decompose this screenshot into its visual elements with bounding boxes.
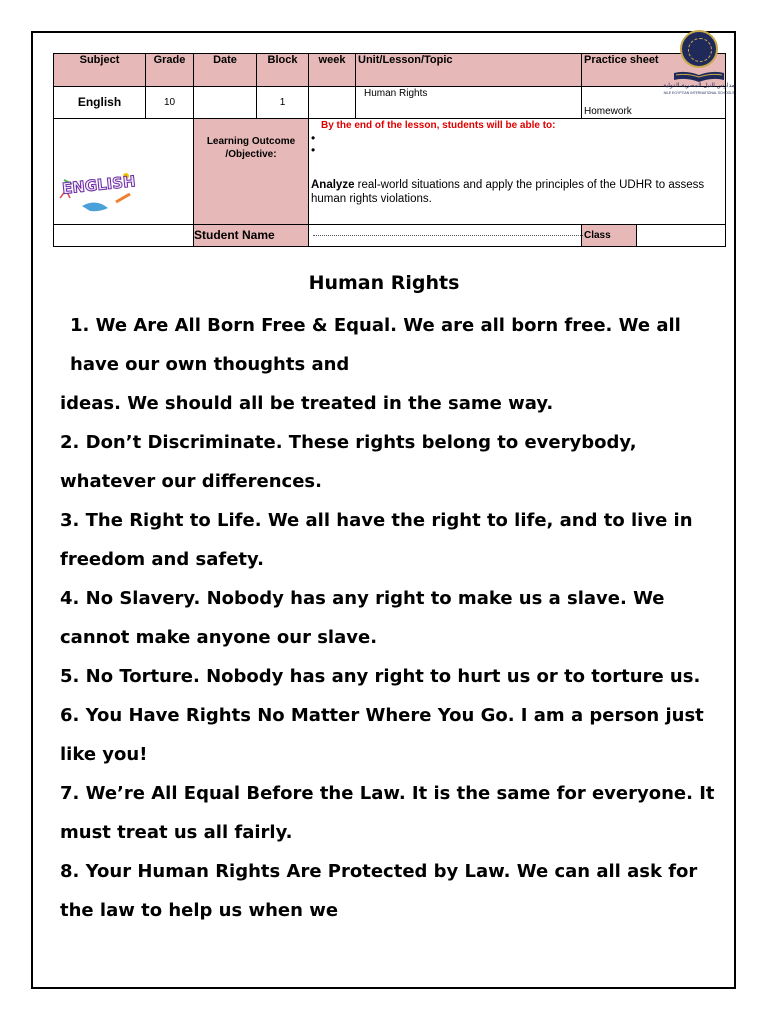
learning-outcome-label: Learning Outcome /Objective:: [194, 119, 309, 225]
objective-bullet-1: •: [311, 131, 316, 145]
school-name: مدارس النيل المصرية الدولية NILE EGYPTIAN INTERNATIONAL SCHOOLS: [663, 83, 735, 95]
subject-header: Subject: [54, 54, 146, 87]
grade-header: Grade: [146, 54, 194, 87]
english-word-art: ENGLISH: [61, 172, 137, 198]
lesson-header-table: [53, 53, 726, 247]
subject-value: English: [54, 87, 146, 119]
student-name-label: Student Name: [194, 225, 309, 247]
paragraph-8: 8. Your Human Rights Are Protected by Law. We can all ask for the law to help us when we: [60, 861, 698, 921]
student-name-field[interactable]: [309, 225, 582, 247]
school-logo: [660, 30, 738, 96]
paragraph-5: 5. No Torture. Nobody has any right to hurt us or to torture us.: [60, 666, 701, 687]
page-title: Human Rights: [308, 272, 460, 294]
paragraph-4: 4. No Slavery. Nobody has any right to make us a slave. We cannot make anyone our slave.: [60, 588, 665, 648]
paragraph-1-cont: ideas. We should all be treated in the same way.: [60, 393, 554, 414]
paragraph-3: 3. The Right to Life. We all have the right to life, and to live in freedom and safety.: [60, 510, 693, 570]
open-book-icon: [672, 70, 726, 82]
grade-value: 10: [146, 87, 194, 119]
practice-value: Homework: [582, 87, 726, 119]
objective-verb: Analyze: [311, 179, 355, 191]
article-body: [60, 306, 730, 930]
school-seal-icon: [680, 30, 718, 68]
date-header: Date: [194, 54, 257, 87]
unit-value: Human Rights: [356, 87, 582, 119]
class-label: Class: [582, 225, 637, 247]
block-value: 1: [257, 87, 309, 119]
date-value: [194, 87, 257, 119]
class-field[interactable]: [637, 225, 726, 247]
paragraph-7: 7. We’re All Equal Before the Law. It is the same for everyone. It must treat us all fairly.: [60, 783, 715, 843]
objective-intro: By the end of the lesson, students will be able to:: [321, 120, 556, 131]
week-header: week: [309, 54, 356, 87]
english-badge: [56, 168, 136, 212]
objective-cell: [309, 119, 726, 225]
paragraph-2: 2. Don’t Discriminate. These rights belong to everybody, whatever our differences.: [60, 432, 637, 492]
paragraph-6: 6. You Have Rights No Matter Where You Go. I am a person just like you!: [60, 705, 704, 765]
block-header: Block: [257, 54, 309, 87]
practice-sheet-header: Practice sheet: [582, 54, 726, 87]
week-value: [309, 87, 356, 119]
unit-header: Unit/Lesson/Topic: [356, 54, 582, 87]
paragraph-1: 1. We Are All Born Free & Equal. We are all born free. We all have our own thoughts and: [70, 315, 681, 375]
objective-bullet-2: •: [311, 143, 316, 157]
objective-text: real-world situations and apply the principles of the UDHR to assess human rights violations.: [311, 179, 705, 205]
